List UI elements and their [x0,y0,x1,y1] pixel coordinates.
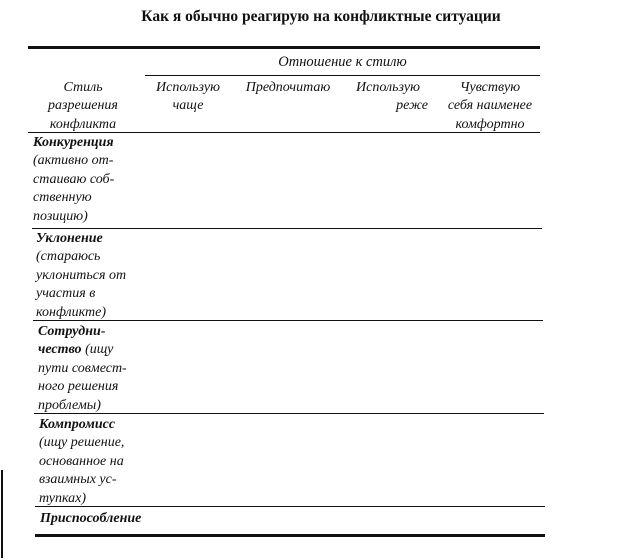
column-header-use-less: Использую [356,80,420,95]
row-rule [33,320,543,321]
table-row-collaboration: Сотрудни- чество (ищу пути совмест- ного решения проблемы) [38,324,127,413]
column-header-use-less-2: реже [396,98,428,113]
column-header-prefer: Предпочитаю [245,80,331,95]
style-column-header: Стиль разрешения конфликта [48,80,118,132]
table-row-accommodation: Приспособление [40,511,142,526]
table-bottom-rule [35,534,545,537]
row-rule [34,413,544,414]
group-header: Отношение к стилю [278,54,407,70]
table-row-competition: Конкуренция (активно от- стаиваю соб- ственную позицию) [33,135,115,224]
column-header-use-more: Использую чаще [156,80,220,114]
table-row-compromise: Компромисс (ищу решение, основанное на взаимных ус- тупках) [39,417,125,506]
group-header-rule [145,75,540,76]
column-header-least-comfortable: Чувствую себя наименее комфортно [447,80,533,132]
scan-edge-mark [1,470,3,558]
table-top-rule [28,46,540,49]
table-row-avoidance: Уклонение (стараюсь уклониться от участия в конфликте) [36,231,127,320]
page-title: Как я обычно реагирую на конфликтные ситуации [141,8,501,25]
row-rule [35,506,545,507]
